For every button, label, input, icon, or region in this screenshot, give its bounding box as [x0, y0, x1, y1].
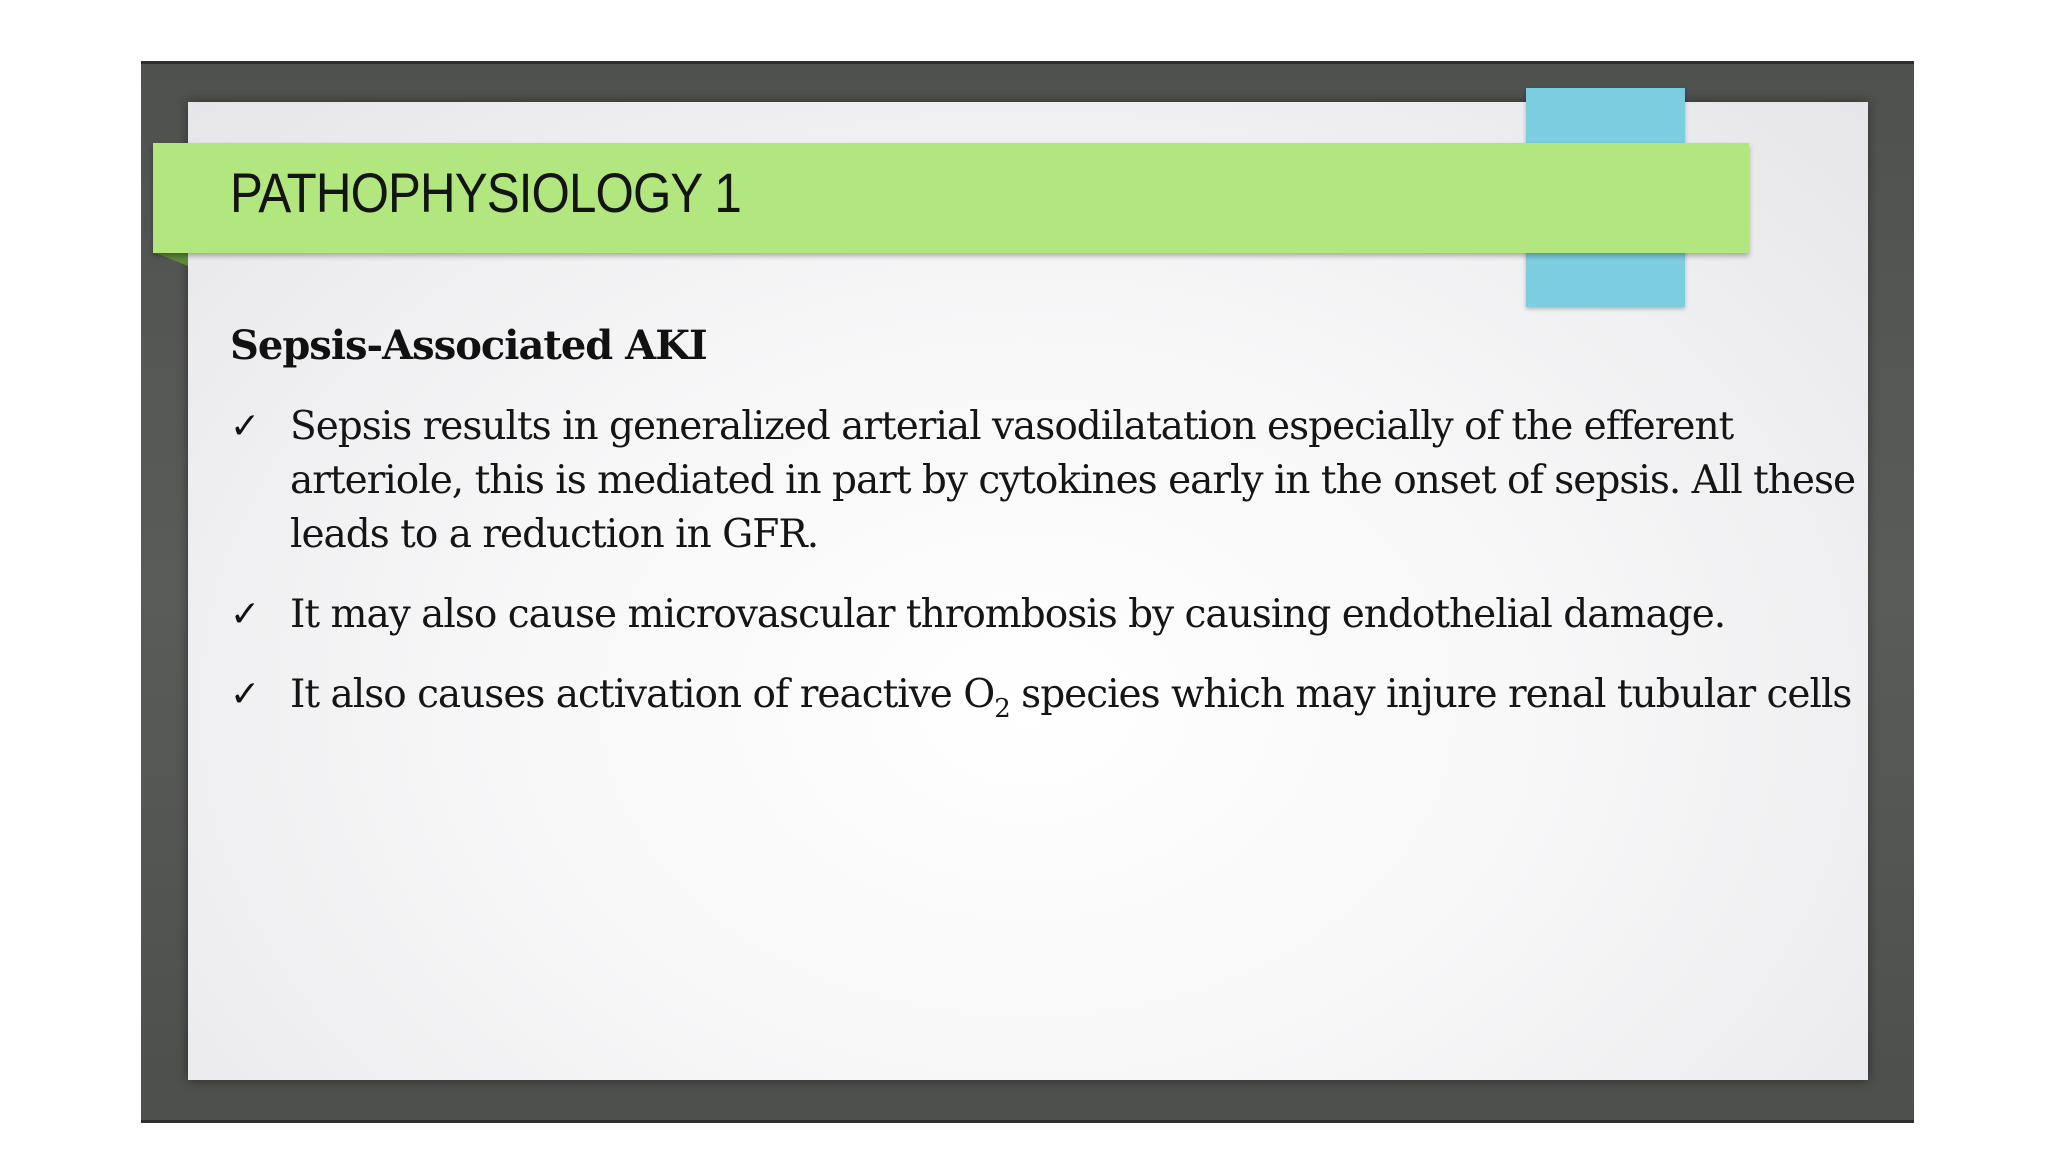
subscript-two: 2: [994, 694, 1010, 724]
bullet-item: [230, 668, 1852, 724]
slide-subtitle: Sepsis-Associated AKI: [230, 322, 707, 369]
bullet-text-pre: It also causes activation of reactive O: [290, 672, 995, 717]
bullet-text-post: species which may injure renal tubular cells: [1009, 672, 1852, 717]
bullet-text-line: [290, 668, 1852, 724]
bullet-text-line: leads to a reduction in GFR.: [290, 512, 819, 557]
bullet-text-line: Sepsis results in generalized arterial vasodilatation especially of the efferent: [290, 404, 1734, 449]
bullet-item: [230, 400, 1856, 562]
title-band-fold: [153, 252, 188, 266]
bullet-text-line: arteriole, this is mediated in part by cytokines early in the onset of sepsis. All these: [290, 458, 1856, 503]
checkmark-icon: ✓: [230, 674, 260, 715]
slide-title: PATHOPHYSIOLOGY 1: [230, 161, 741, 224]
bullet-item: [230, 588, 1830, 642]
bullet-text-line: It may also cause microvascular thrombosis by causing endothelial damage.: [290, 592, 1726, 637]
bullet-list: [230, 400, 1856, 748]
checkmark-icon: ✓: [230, 406, 260, 447]
checkmark-icon: ✓: [230, 594, 260, 635]
